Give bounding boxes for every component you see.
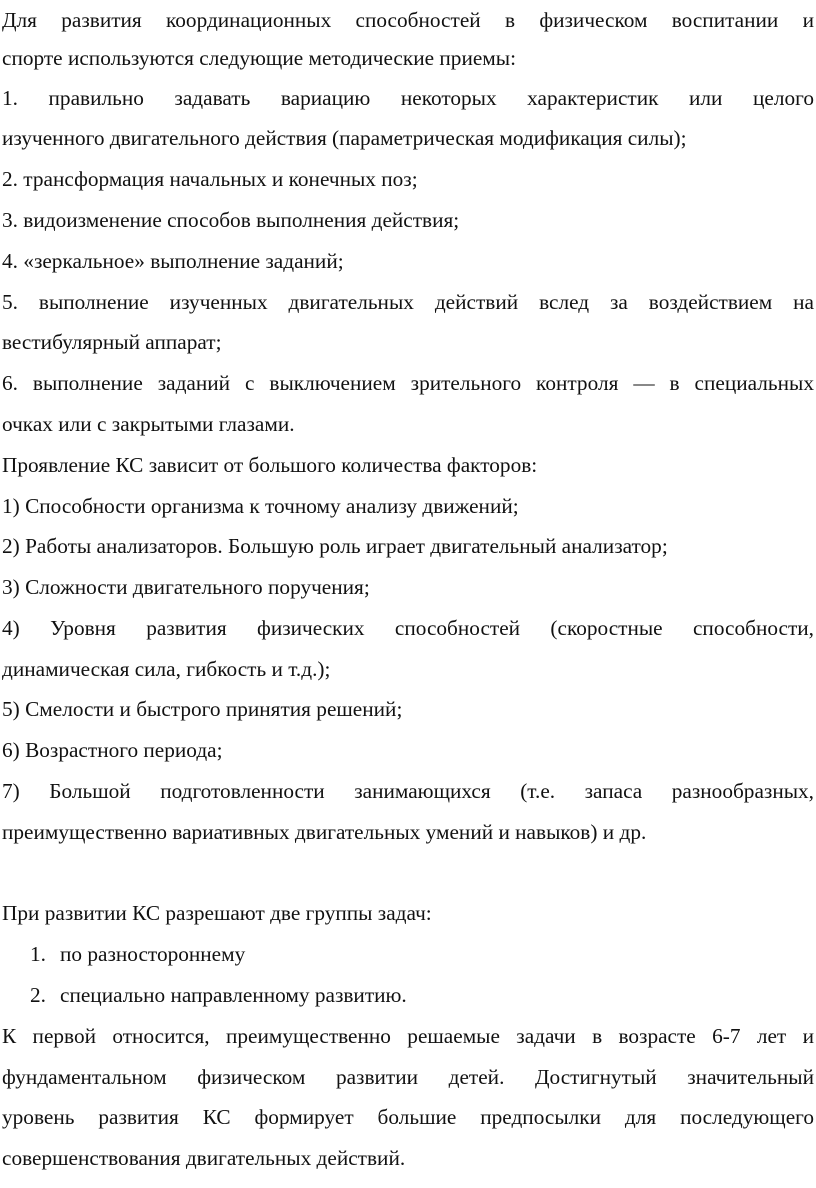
tasks-heading: При развитии КС разрешают две группы задач: — [2, 901, 432, 925]
task-text: специально направленному развитию. — [60, 983, 407, 1007]
technique-line: 4. «зеркальное» выполнение заданий; — [2, 249, 344, 273]
technique-line: 2. трансформация начальных и конечных поз; — [2, 167, 418, 191]
task-number: 1. — [30, 942, 46, 966]
factor-line: динамическая сила, гибкость и т.д.); — [2, 657, 331, 681]
conclusion-line: уровень развития КС формирует большие предпосылки для последующего — [2, 1105, 814, 1129]
technique-line: 6. выполнение заданий с выключением зрительного контроля — в специальных — [2, 371, 814, 395]
task-list-item — [30, 975, 407, 1015]
conclusion-line: совершенствования двигательных действий. — [2, 1146, 406, 1170]
technique-line: 1. правильно задавать вариацию некоторых характеристик или целого — [2, 86, 814, 110]
intro-line: Для развития координационных способностей в физическом воспитании и — [2, 8, 814, 32]
factor-line: 7) Большой подготовленности занимающихся (т.е. запаса разнообразных, — [2, 779, 814, 803]
technique-line: изученного двигательного действия (параметрическая модификация силы); — [2, 126, 687, 150]
task-text: по разностороннему — [60, 942, 246, 966]
factor-line: 4) Уровня развития физических способностей (скоростные способности, — [2, 616, 814, 640]
technique-line: 3. видоизменение способов выполнения действия; — [2, 208, 460, 232]
task-list-item — [30, 934, 245, 974]
technique-line: очках или с закрытыми глазами. — [2, 412, 295, 436]
conclusion-line: фундаментальном физическом развитии детей. Достигнутый значительный — [2, 1065, 814, 1089]
intro-line: спорте используются следующие методические приемы: — [2, 46, 516, 70]
factor-line: преимущественно вариативных двигательных умений и навыков) и др. — [2, 820, 647, 844]
factor-line: 6) Возрастного периода; — [2, 738, 223, 762]
technique-line: 5. выполнение изученных двигательных действий вслед за воздействием на — [2, 290, 814, 314]
factors-heading: Проявление КС зависит от большого количества факторов: — [2, 453, 538, 477]
task-number: 2. — [30, 983, 46, 1007]
conclusion-line: К первой относится, преимущественно решаемые задачи в возрасте 6-7 лет и — [2, 1024, 814, 1048]
factor-line: 2) Работы анализаторов. Большую роль играет двигательный анализатор; — [2, 534, 668, 558]
factor-line: 5) Смелости и быстрого принятия решений; — [2, 697, 403, 721]
factor-line: 3) Сложности двигательного поручения; — [2, 575, 370, 599]
factor-line: 1) Способности организма к точному анализу движений; — [2, 494, 519, 518]
technique-line: вестибулярный аппарат; — [2, 330, 222, 354]
